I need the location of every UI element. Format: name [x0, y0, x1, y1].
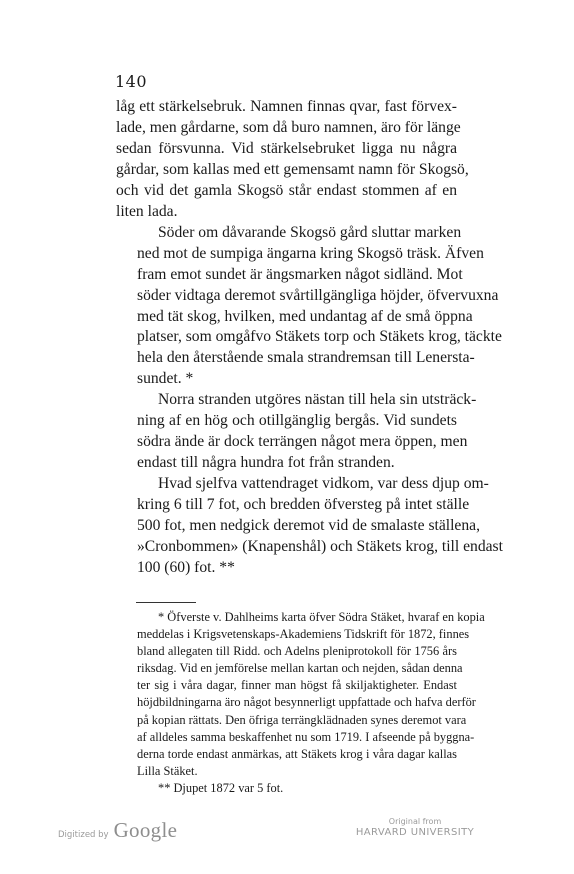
body-line: med tät skog, hvilken, med undantag af de små öppna — [137, 307, 473, 325]
body-paragraph — [116, 97, 469, 223]
body-text — [116, 97, 503, 579]
original-from-label: Original from — [388, 817, 442, 826]
body-line: ning af en hög och otillgänglig bergås. Vid sundets — [137, 412, 457, 430]
body-line: och vid det gamla Skogsö står endast stommen af en — [116, 181, 457, 199]
body-line: platser, som omgåfvo Stäkets torp och Stäkets krog, täckte — [137, 328, 502, 346]
body-line: Norra stranden utgöres nästan till hela sin utsträck- — [158, 391, 477, 409]
digitized-by-watermark — [58, 818, 177, 843]
footnote-line: * Öfverste v. Dahlheims karta öfver Södra Stäket, hvaraf en kopia — [158, 610, 485, 624]
footnote-paragraph — [116, 609, 485, 780]
body-line: kring 6 till 7 fot, och bredden öfversteg på intet ställe — [137, 496, 470, 514]
footnote-line: ter sig i våra dagar, finner man högst få skiljaktigheter. Endast — [137, 678, 457, 693]
body-paragraph — [116, 223, 502, 391]
page-number: 140 — [115, 72, 148, 91]
footnote-line: riksdag. Vid en jemförelse mellan kartan och nejden, sådan denna — [137, 661, 463, 676]
institution-label: HARVARD UNIVERSITY — [355, 827, 475, 838]
body-line: »Cronbommen» (Knapenshål) och Stäkets krog, till endast — [137, 538, 503, 556]
footnote-line: höjdbildningarna äro något besynnerligt uppfattade och hafva derför — [137, 695, 476, 710]
footnote-paragraph — [116, 780, 457, 797]
footnote-line: ** Djupet 1872 var 5 fot. — [158, 780, 284, 795]
original-from-watermark — [350, 817, 480, 838]
body-line: gårdar, som kallas med ett gemensamt namn för Skogsö, — [116, 160, 469, 178]
body-paragraph — [116, 474, 503, 579]
body-line: Hvad sjelfva vattendraget vidkom, var dess djup om- — [158, 475, 489, 493]
body-line: Söder om dåvarande Skogsö gård sluttar marken — [158, 223, 462, 241]
footnote-divider — [136, 602, 196, 603]
footnote-line: bland allegaten till Ridd. och Adelns pleniprotokoll för 1756 års — [137, 644, 457, 659]
body-line: sedan försvunna. Vid stärkelsebruket ligga nu några — [116, 139, 457, 157]
body-paragraph — [116, 390, 477, 474]
body-line: låg ett stärkelsebruk. Namnen finnas qvar, fast förvex- — [116, 98, 457, 115]
footnote-line: meddelas i Krigsvetenskaps-Akademiens Tidskrift för 1872, finnes — [137, 627, 470, 642]
body-line: liten lada. — [116, 202, 178, 220]
body-line: ned mot de sumpiga ängarna kring Skogsö träsk. Äfven — [137, 244, 484, 262]
body-line: fram emot sundet är ängsmarken något sidländ. Mot — [137, 265, 463, 283]
body-line: söder vidtaga deremot svårtillgängliga höjder, öfvervuxna — [137, 286, 499, 304]
footnote-line: derna torde endast anmärkas, att Stäkets krog i våra dagar kallas — [137, 746, 457, 761]
body-line: lade, men gårdarne, som då buro namnen, äro för länge — [116, 118, 461, 136]
body-line: södra ände är dock terrängen något mera öppen, men — [137, 433, 468, 451]
footnote-line: Lilla Stäket. — [137, 763, 198, 778]
footnotes — [116, 609, 485, 797]
body-line: sundet. * — [137, 370, 194, 388]
digitized-by-label: Digitized by — [58, 830, 109, 840]
body-line: 500 fot, men nedgick deremot vid de smalaste ställena, — [137, 517, 480, 535]
footnote-line: af alldeles samma beskaffenhet nu som 1719. I afseende på byggna- — [137, 729, 475, 744]
footnote-line: på kopian rättats. Den öfriga terrängklädnaden synes deremot vara — [137, 712, 467, 727]
body-line: hela den återstående smala strandremsan till Lenersta- — [137, 349, 475, 367]
google-logo: Google — [113, 818, 178, 842]
body-line: 100 (60) fot. ** — [137, 558, 235, 576]
body-line: endast till några hundra fot från stranden. — [137, 454, 395, 472]
